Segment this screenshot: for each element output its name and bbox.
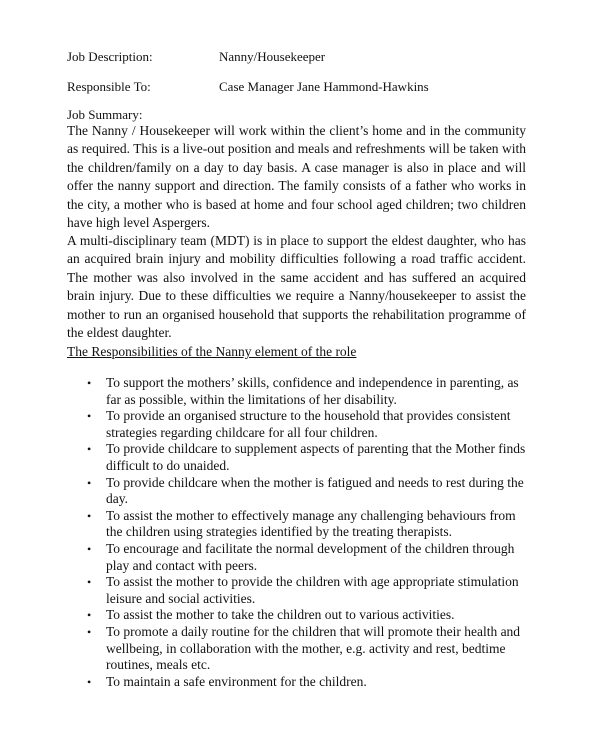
bullet-icon: • xyxy=(87,575,92,590)
list-item-text: To provide an organised structure to the household that provides consistent strategies regarding childcare for all four children. xyxy=(106,408,511,440)
list-item xyxy=(0,508,526,541)
list-item xyxy=(0,541,526,574)
list-item-text: To assist the mother to provide the children with age appropriate stimulation leisure and social activities. xyxy=(106,574,519,606)
bullet-icon: • xyxy=(87,608,92,623)
list-item-text: To assist the mother to effectively manage any challenging behaviours from the children using strategies identified by the treating therapists. xyxy=(106,507,516,540)
bullet-icon: • xyxy=(87,376,92,390)
list-item xyxy=(0,674,526,691)
responsibilities-list xyxy=(0,375,600,690)
job-description-label: Job Description: xyxy=(67,49,153,64)
bullet-icon: • xyxy=(87,409,92,424)
job-description-value: Nanny/Housekeeper xyxy=(219,49,326,64)
list-item xyxy=(0,475,526,508)
list-item xyxy=(0,624,526,674)
list-item-text: To promote a daily routine for the children that will promote their health and wellbeing, in collaboration with the mother, e.g. activity and rest, bedtime routines, meals etc. xyxy=(106,623,521,673)
bullet-icon: • xyxy=(87,674,92,689)
list-item-text: To assist the mother to take the children out to various activities. xyxy=(106,607,455,623)
bullet-icon: • xyxy=(87,508,92,523)
bullet-icon: • xyxy=(87,624,92,639)
list-item xyxy=(0,408,526,441)
list-item xyxy=(0,375,526,408)
list-item-text: To encourage and facilitate the normal development of the children through play and contact with peers. xyxy=(106,540,515,573)
responsibilities-heading: The Responsibilities of the Nanny element of the role xyxy=(67,344,357,359)
summary-paragraph-1: The Nanny / Housekeeper will work within the client’s home and in the community as required. This is a live-out position and meals and refreshments will be taken with the children/family on a day to day basis. A case manager is also in place and will offer the nanny support and direction. The family consists of a father who works in the city, a mother who is based at home and four school aged children; two children have high level Aspergers. xyxy=(67,123,526,231)
responsible-to-label: Responsible To: xyxy=(67,79,151,94)
job-description-row xyxy=(67,49,325,65)
responsible-to-value: Case Manager Jane Hammond-Hawkins xyxy=(219,79,429,94)
list-item-text: To provide childcare to supplement aspects of parenting that the Mother finds difficult to do unaided. xyxy=(106,441,526,473)
bullet-icon: • xyxy=(87,541,92,556)
list-item-text: To maintain a safe environment for the children. xyxy=(106,673,367,689)
responsible-to-row xyxy=(67,79,429,95)
bullet-icon: • xyxy=(87,442,92,457)
job-summary-heading: Job Summary: xyxy=(67,107,143,122)
list-item xyxy=(0,607,526,624)
list-item xyxy=(0,441,526,474)
list-item-text: To support the mothers’ skills, confidence and independence in parenting, as far as possible, within the limitations of her disability. xyxy=(106,375,519,407)
bullet-icon: • xyxy=(87,475,92,490)
list-item xyxy=(0,574,526,607)
list-item-text: To provide childcare when the mother is fatigued and needs to rest during the day. xyxy=(106,474,524,507)
summary-paragraph-2: A multi-disciplinary team (MDT) is in place to support the eldest daughter, who has an acquired brain injury and mobility difficulties following a road traffic accident. The mother was also involved in the same accident and has suffered an acquired brain injury. Due to these difficulties we require a Nanny/housekeeper to assist the mother to run an organised household that supports the rehabilitation programme of the eldest daughter. xyxy=(67,233,526,341)
